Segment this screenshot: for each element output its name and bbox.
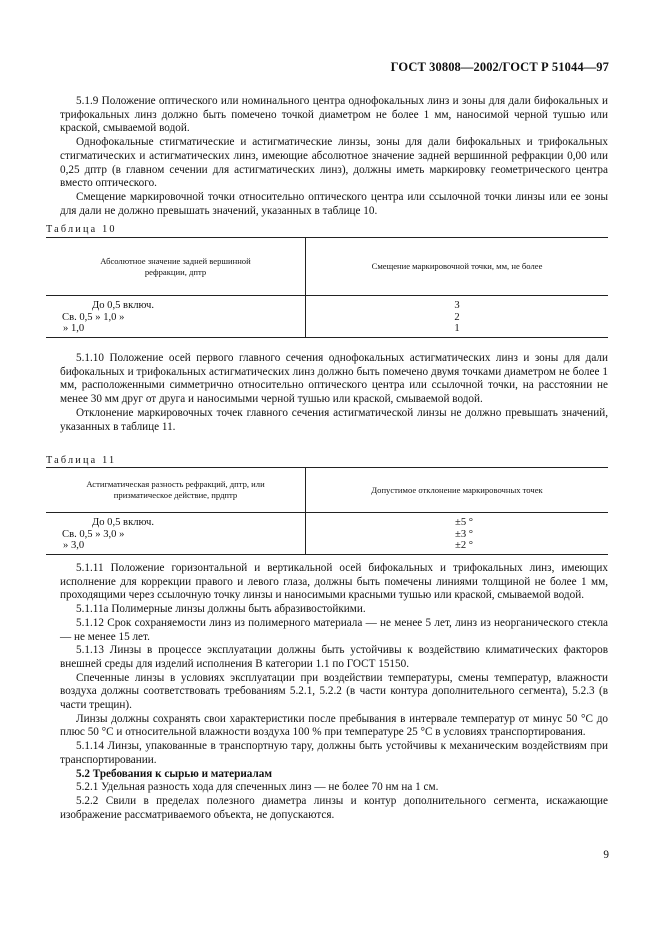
table-row-label: Св. 0,5 » 3,0 » <box>62 528 125 540</box>
table-row-label: Св. 0,5 » 1,0 » <box>62 311 125 323</box>
paragraph: 5.1.12 Срок сохраняемости линз из полимерного материала — не менее 5 лет, линз из неорганического стекла — не менее 15 лет. <box>60 616 608 643</box>
table-10-header-offset: Смещение маркировочной точки, мм, не более <box>306 238 609 296</box>
table-10-header-refraction: Абсолютное значение задней вершинной рефракции, дптр <box>46 238 306 296</box>
table-row-label: » 1,0 <box>63 323 85 335</box>
table-10-right-column <box>306 296 609 338</box>
table-row-label: До 0,5 включ. <box>92 517 154 528</box>
text-block-5-1-9 <box>60 95 608 218</box>
paragraph: 5.1.13 Линзы в процессе эксплуатации должны быть устойчивы к воздействию климатических факторов внешней среды для изделий исполнения В категории 1.1 по ГОСТ 15150. <box>60 644 608 670</box>
paragraph: 5.1.11 Положение горизонтальной и вертикальной осей бифокальных и трифокальных линз, имеющих исполнение для коррекции правого и левого глаза, должны быть помечены линиями толщиной не более 1 мм, проходящими через ссылочную точку линзы и наносимыми красными тушью или краской, смываемой водой. <box>60 562 608 602</box>
paragraph: Смещение маркировочной точки относительно оптического центра или ссылочной точки линзы или ее зоны для дали не должно превышать значений, указанных в таблице 10. <box>60 190 608 217</box>
table-11-left-column <box>46 513 306 555</box>
table-11-header-deviation: Допустимое отклонение маркировочных точек <box>306 468 609 513</box>
paragraph: 5.1.14 Линзы, упакованные в транспортную тару, должны быть устойчивы к механическим воздействиям при транспортировании. <box>60 740 608 766</box>
paragraph: Линзы должны сохранять свои характеристики после пребывания в интервале температур от минус 50 °С до плюс 50 °С и относительной влажности воздуха 100 % при температуре 25 °С в условиях транспортирования. <box>60 712 608 739</box>
table-11-caption: Таблица 11 <box>46 455 117 466</box>
page-number: 9 <box>603 849 609 861</box>
paragraph: Спеченные линзы в условиях эксплуатации при воздействии температуры, смены температур, влажности воздуха должны соответствовать требованиям 5.2.1, 5.2.2 (в части контура дополнительного сегмента), 5.2.3 (в части трещин). <box>60 671 608 712</box>
paragraph: 5.1.9 Положение оптического или номинального центра однофокальных линз и зоны для дали бифокальных и трифокальных линз должно быть помечено точкой диаметром не более 1 мм, наносимой черной тушью или краской, смываемой водой. <box>60 95 608 135</box>
table-10-caption: Таблица 10 <box>46 224 117 235</box>
paragraph: 5.2.1 Удельная разность хода для спеченных линз — не более 70 нм на 1 см. <box>76 781 439 794</box>
table-11 <box>46 467 608 555</box>
table-row-label: До 0,5 включ. <box>92 300 154 311</box>
table-row-value: ±3 ° <box>455 528 473 540</box>
table-row-label: » 3,0 <box>63 540 85 552</box>
table-row-value: ±5 ° <box>455 517 473 528</box>
document-header: ГОСТ 30808—2002/ГОСТ Р 51044—97 <box>390 60 609 74</box>
text-block-5-1-11 <box>60 562 608 822</box>
table-11-right-column <box>306 513 609 555</box>
paragraph: 5.1.11а Полимерные линзы должны быть абразивостойкими. <box>76 603 366 616</box>
paragraph: 5.2.2 Свили в пределах полезного диаметра линзы и контур дополнительного сегмента, искажающие изображение рассматриваемого объекта, не допускаются. <box>60 794 608 821</box>
table-11-header-astigmatism: Астигматическая разность рефракций, дптр, или призматическое действие, прдптр <box>46 468 306 513</box>
paragraph: Отклонение маркировочных точек главного сечения астигматической линзы не должно превышать значений, указанных в таблице 11. <box>60 406 608 433</box>
table-10 <box>46 237 608 338</box>
table-row-value: 2 <box>454 311 460 323</box>
text-block-5-1-10 <box>60 352 608 434</box>
paragraph: 5.1.10 Положение осей первого главного сечения однофокальных астигматических линз и зоны для дали бифокальных и трифокальных астигматических линз должно быть помечено двумя точками диаметром не более 1 мм, расположенными симметрично относительно оптического центра или ссылочной точки, на расстоянии не менее 30 мм друг от друга и наносимыми черной тушью или краской, смываемой водой. <box>60 352 608 406</box>
table-row-value: 1 <box>454 323 460 335</box>
table-row-value: 3 <box>454 300 460 311</box>
section-heading: 5.2 Требования к сырью и материалам <box>76 767 272 780</box>
table-row-value: ±2 ° <box>455 540 473 552</box>
paragraph: Однофокальные стигматические и астигматические линзы, зоны для дали бифокальных и трифокальных стигматических и астигматических линз, имеющие абсолютное значение задней вершинной рефракции 0,00 или 0,25 дптр (в главном сечении для астигматических линз), должны иметь маркировку геометрического центра вместо оптического. <box>60 136 608 190</box>
table-10-left-column <box>46 296 306 338</box>
